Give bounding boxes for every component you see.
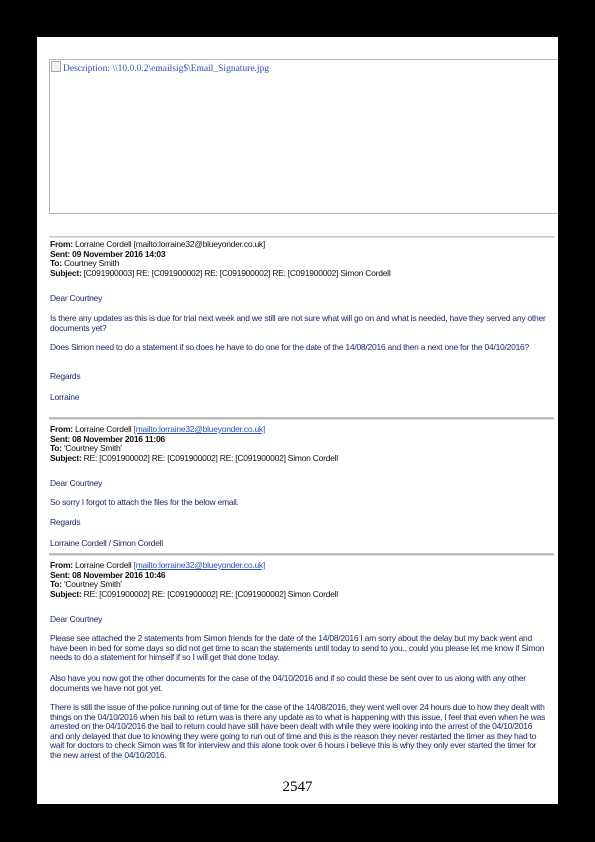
email-signature-image xyxy=(49,59,558,214)
email-paragraph: Dear Courtney xyxy=(50,293,103,303)
sender-email-link[interactable]: [mailto:lorraine32@blueyonder.co.uk] xyxy=(133,424,266,434)
email-paragraph: Dear Courtney xyxy=(50,478,103,488)
email-paragraph: There is still the issue of the police running out of time for the case of the 14/08/2016, they went well over 24 hours due to how they dealt with things on the 04/10/2016 when his bail to return was is there any update as to what is happening with this issue, I feel that even when he was arrested on the 04/10/2016 the bail to return could have still have been dealt with while they were looking into the arrest of the 04/10/2016 and only delayed that due to knowing they were going to run out of time and this is the reason they never restarted the timer as they had to wait for doctors to check Simon was fit for interview and this alone took over 6 hours i believe this is why they only ever started the timer for the new arrest of the 04/10/2016. xyxy=(50,702,546,760)
email-header: From: Lorraine Cordell [mailto:lorraine32@blueyonder.co.uk] Sent: 08 November 2016 11:06 To: 'Courtney Smith' Subject: RE: [C091900002] RE: [C091900002] RE: [C091900002] Simon Cordell xyxy=(50,424,338,463)
email-paragraph: Dear Courtney xyxy=(50,614,103,624)
email-separator xyxy=(49,236,554,238)
signature-alt-text: Description: \\10.0.0.2\emailsig$\Email_Signature.jpg xyxy=(51,61,269,74)
email-header: From: Lorraine Cordell [mailto:lorraine32@blueyonder.co.uk] Sent: 08 November 2016 10:46 To: 'Courtney Smith' Subject: RE: [C091900002] RE: [C091900002] RE: [C091900002] Simon Cordell xyxy=(50,560,338,599)
email-paragraph: Is there any updates as this is due for trial next week and we still are not sure what will go on and what is needed, have they served any other documents yet? xyxy=(50,313,546,333)
email-paragraph: Also have you now got the other documents for the case of the 04/10/2016 and if so could these be sent over to us along with any other documents we have not got yet. xyxy=(50,673,526,693)
email-paragraph: Lorraine xyxy=(50,392,80,402)
email-header: From: Lorraine Cordell [mailto:lorraine32@blueyonder.co.uk] Sent: 09 November 2016 14:03 To: Courtney Smith Subject: [C091900003] RE: [C091900002] RE: [C091900002] RE: [C091900002] Simon Cordell xyxy=(50,239,391,278)
sender-email-link[interactable]: [mailto:lorraine32@blueyonder.co.uk] xyxy=(133,560,266,570)
email-paragraph: Regards xyxy=(50,517,81,527)
email-separator xyxy=(49,553,554,556)
email-paragraph: Please see attached the 2 statements from Simon friends for the date of the 14/08/2016 I am sorry about the delay but my back went and have been in bed for some days so did not get time to scan the statements until today to send to you., could you please let me know if Simon needs to do a statement for himself if so I will get that done today. xyxy=(50,633,545,663)
email-paragraph: Lorraine Cordell / Simon Cordell xyxy=(50,538,163,548)
broken-image-icon xyxy=(51,61,61,72)
page-number: 2547 xyxy=(282,779,313,795)
document-page xyxy=(37,37,558,804)
email-paragraph: Does Simon need to do a statement if so does he have to do one for the date of the 14/08/2016 and then a next one for the 04/10/2016? xyxy=(50,342,530,352)
email-paragraph: So sorry I forgot to attach the files for the below email. xyxy=(50,497,239,507)
email-separator xyxy=(49,417,554,420)
email-paragraph: Regards xyxy=(50,371,81,381)
